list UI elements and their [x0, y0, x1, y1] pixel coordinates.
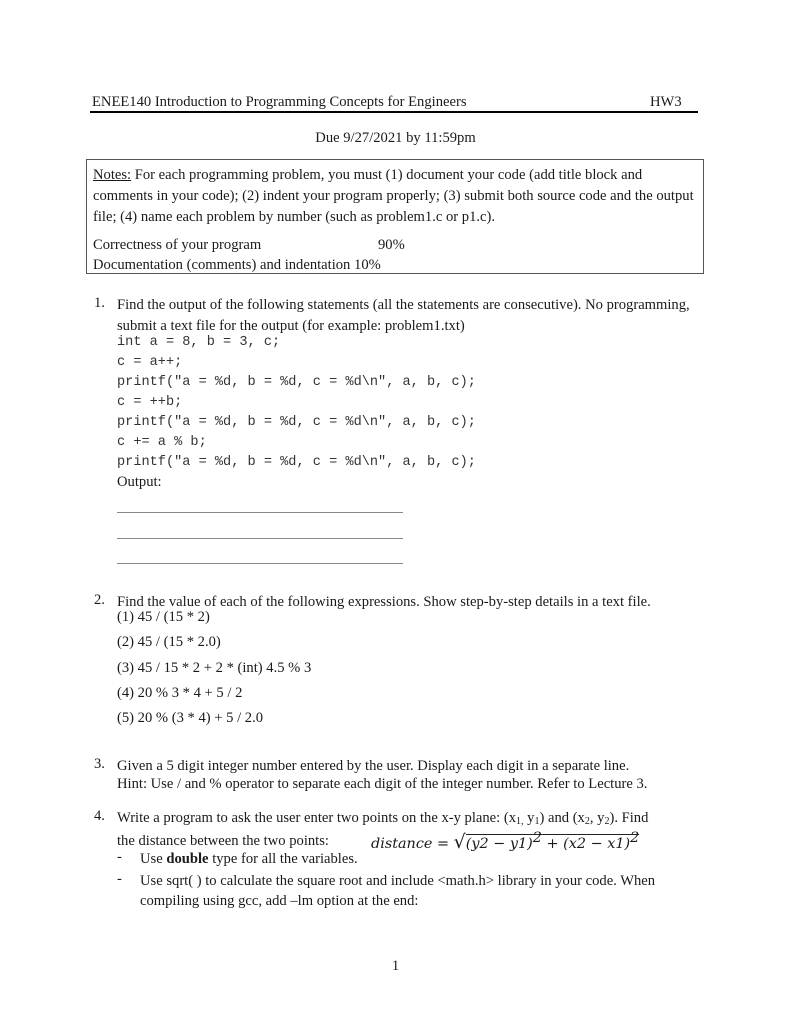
expression: (5) 20 % (3 * 4) + 5 / 2.0 [117, 710, 264, 726]
bullet-item: Use sqrt( ) to calculate the square root and include <math.h> library in your code. When [140, 873, 656, 889]
code-line: int a = 8, b = 3, c; [117, 335, 281, 350]
subscript: 1 [534, 816, 540, 827]
problem-4-number: 4. [94, 808, 105, 824]
bold-text: double [166, 851, 209, 867]
grading-weight: 10% [354, 257, 381, 273]
notes-body: For each programming problem, you must (1) document your code (add title block and comments in your code); (2) indent your program properly; (3) submit both source code and the output file; (4) name each problem by number (such as problem1.c or p1.c). [93, 167, 694, 225]
problem-2-number: 2. [94, 592, 105, 608]
subscript: 1, [516, 816, 524, 827]
text-run: type for all the variables. [208, 851, 358, 867]
expression: (2) 45 / (15 * 2.0) [117, 634, 221, 650]
code-line: c = a++; [117, 355, 183, 370]
grading-row [93, 237, 405, 254]
output-label: Output: [117, 474, 162, 490]
problem-3-number: 3. [94, 756, 105, 772]
problem-3-hint: Hint: Use / and % operator to separate each digit of the integer number. Refer to Lecture 3. [117, 776, 648, 792]
sqrt-icon: √ [453, 830, 466, 853]
grading-item: Correctness of your program [93, 237, 262, 253]
text-run: , y [589, 810, 605, 826]
hw-label: HW3 [650, 94, 682, 110]
due-date: Due 9/27/2021 by 11:59pm [315, 130, 476, 146]
answer-line[interactable] [117, 512, 403, 513]
problem-2-text: Find the value of each of the following expressions. Show step-by-step details in a text file. [117, 594, 651, 610]
problem-3-line: Given a 5 digit integer number entered by the user. Display each digit in a separate line. [117, 758, 630, 774]
answer-line[interactable] [117, 538, 403, 539]
expression: (4) 20 % 3 * 4 + 5 / 2 [117, 685, 243, 701]
formula-term: + (x2 − x1) [541, 835, 631, 852]
answer-line[interactable] [117, 563, 403, 564]
problem-1-number: 1. [94, 295, 105, 311]
formula-term: (y2 − y1) [465, 835, 533, 852]
bullet-dash: - [117, 871, 122, 887]
code-line: printf("a = %d, b = %d, c = %d\n", a, b, c); [117, 455, 476, 470]
problem-4-line [117, 808, 702, 833]
formula-lhs: distance = [371, 835, 454, 852]
header-rule [90, 111, 698, 113]
problem-1-text: Find the output of the following statements (all the statements are consecutive). No programming, submit a text file for the output (for example: problem1.txt) [117, 297, 690, 334]
expression: (3) 45 / 15 * 2 + 2 * (int) 4.5 % 3 [117, 660, 312, 676]
grading-weight: 90% [378, 237, 405, 253]
exponent: 2 [630, 830, 640, 846]
text-run: ). Find [609, 810, 649, 826]
code-line: printf("a = %d, b = %d, c = %d\n", a, b, c); [117, 375, 476, 390]
page-number: 1 [391, 958, 400, 974]
text-run: y [523, 810, 535, 826]
notes-text [93, 165, 698, 228]
problem-4-line2: the distance between the two points: [117, 833, 329, 849]
subscript: 2 [604, 816, 610, 827]
text-run: ) and (x [539, 810, 585, 826]
subscript: 2 [584, 816, 590, 827]
text-run: Use [140, 851, 167, 867]
expression: (1) 45 / (15 * 2) [117, 609, 210, 625]
code-line: c = ++b; [117, 395, 183, 410]
grading-item: Documentation (comments) and indentation [93, 257, 351, 273]
text-run: Write a program to ask the user enter two points on the x-y plane: (x [117, 810, 517, 826]
code-line: c += a % b; [117, 435, 207, 450]
grading-row [93, 257, 381, 274]
exponent: 2 [532, 830, 542, 846]
course-title: ENEE140 Introduction to Programming Concepts for Engineers [92, 94, 467, 110]
notes-label: Notes: [93, 167, 132, 183]
bullet-dash: - [117, 849, 122, 865]
bullet-item [140, 849, 705, 870]
bullet-item-cont: compiling using gcc, add –lm option at the end: [140, 893, 419, 909]
code-line: printf("a = %d, b = %d, c = %d\n", a, b, c); [117, 415, 476, 430]
